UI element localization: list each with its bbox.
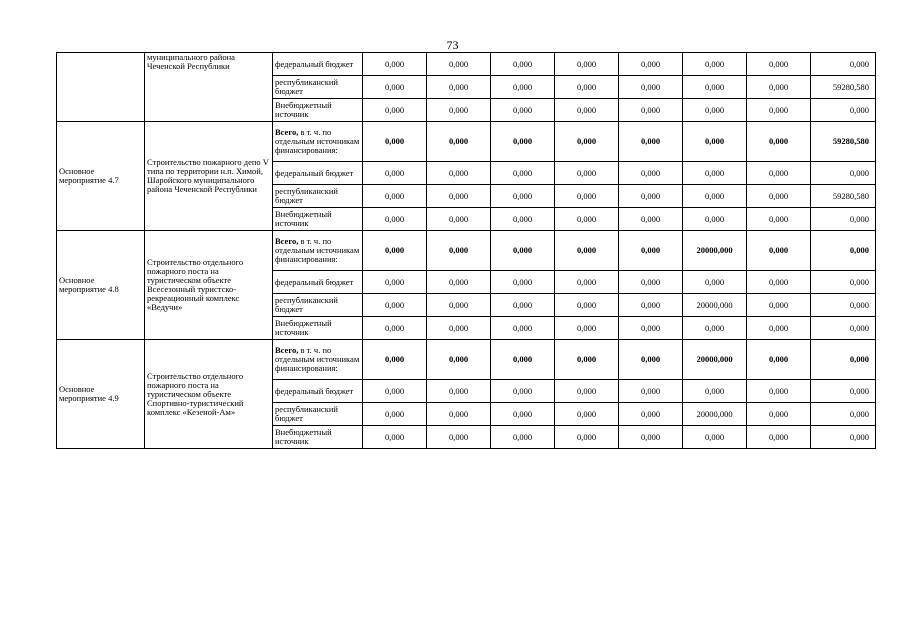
funding-source-cell bbox=[273, 162, 363, 185]
value-cell: 0,000 bbox=[811, 53, 876, 76]
table-row bbox=[57, 122, 876, 162]
funding-table bbox=[56, 52, 876, 449]
funding-source-label: республиканский бюджет bbox=[275, 186, 338, 205]
value-cell: 0,000 bbox=[683, 76, 747, 99]
value-cell: 0,000 bbox=[683, 426, 747, 449]
funding-source-label: федеральный бюджет bbox=[275, 385, 354, 396]
value-cell: 0,000 bbox=[619, 122, 683, 162]
value-cell: 0,000 bbox=[555, 231, 619, 271]
funding-source-label: в т. ч. по отдельным источникам финансирования: bbox=[275, 345, 360, 373]
value-cell: 0,000 bbox=[811, 231, 876, 271]
value-cell: 59280,580 bbox=[811, 185, 876, 208]
value-cell: 0,000 bbox=[555, 340, 619, 380]
value-cell: 0,000 bbox=[811, 403, 876, 426]
funding-source-cell bbox=[273, 231, 363, 271]
funding-source-label: Внебюджетный источник bbox=[275, 209, 332, 228]
value-cell: 0,000 bbox=[363, 294, 427, 317]
value-cell: 0,000 bbox=[427, 426, 491, 449]
value-cell: 0,000 bbox=[363, 403, 427, 426]
value-cell: 0,000 bbox=[619, 53, 683, 76]
value-cell: 0,000 bbox=[747, 162, 811, 185]
value-cell: 0,000 bbox=[811, 317, 876, 340]
value-cell: 0,000 bbox=[363, 317, 427, 340]
value-cell: 0,000 bbox=[427, 53, 491, 76]
value-cell: 20000,000 bbox=[683, 340, 747, 380]
value-cell: 0,000 bbox=[491, 185, 555, 208]
value-cell: 0,000 bbox=[363, 231, 427, 271]
value-cell: 0,000 bbox=[491, 53, 555, 76]
value-cell: 0,000 bbox=[619, 162, 683, 185]
value-cell: 0,000 bbox=[619, 403, 683, 426]
value-cell: 0,000 bbox=[747, 122, 811, 162]
value-cell: 0,000 bbox=[747, 380, 811, 403]
value-cell: 0,000 bbox=[747, 231, 811, 271]
value-cell: 0,000 bbox=[555, 294, 619, 317]
value-cell: 0,000 bbox=[811, 294, 876, 317]
value-cell: 0,000 bbox=[555, 185, 619, 208]
table-row bbox=[57, 340, 876, 380]
funding-source-label: Внебюджетный источник bbox=[275, 100, 332, 119]
value-cell: 0,000 bbox=[363, 340, 427, 380]
value-cell: 0,000 bbox=[747, 185, 811, 208]
value-cell: 0,000 bbox=[619, 271, 683, 294]
value-cell: 0,000 bbox=[363, 99, 427, 122]
value-cell: 0,000 bbox=[811, 426, 876, 449]
value-cell: 0,000 bbox=[555, 317, 619, 340]
main-activity-cell: Основное мероприятие 4.8 bbox=[57, 231, 145, 340]
value-cell: 0,000 bbox=[683, 122, 747, 162]
value-cell: 0,000 bbox=[427, 162, 491, 185]
value-cell: 0,000 bbox=[747, 76, 811, 99]
value-cell: 0,000 bbox=[619, 340, 683, 380]
value-cell: 0,000 bbox=[491, 122, 555, 162]
funding-source-label: республиканский бюджет bbox=[275, 77, 338, 96]
value-cell: 0,000 bbox=[811, 162, 876, 185]
funding-source-cell bbox=[273, 317, 363, 340]
value-cell: 0,000 bbox=[491, 231, 555, 271]
activity-name-cell: Строительство отдельного пожарного поста на туристическом объекте Всесезонный туристско-рекреационный комплекс «Ведучи» bbox=[145, 231, 273, 340]
total-label: Всего, bbox=[275, 236, 299, 246]
value-cell: 0,000 bbox=[491, 294, 555, 317]
value-cell: 0,000 bbox=[619, 208, 683, 231]
funding-source-cell bbox=[273, 185, 363, 208]
value-cell: 0,000 bbox=[811, 380, 876, 403]
funding-source-label: федеральный бюджет bbox=[275, 276, 354, 287]
value-cell: 20000,000 bbox=[683, 231, 747, 271]
funding-source-cell bbox=[273, 340, 363, 380]
value-cell: 0,000 bbox=[363, 122, 427, 162]
funding-source-cell bbox=[273, 271, 363, 294]
value-cell: 0,000 bbox=[363, 76, 427, 99]
value-cell: 0,000 bbox=[427, 122, 491, 162]
value-cell: 0,000 bbox=[555, 99, 619, 122]
activity-name-cell: Строительство отдельного пожарного поста на туристическом объекте Спортивно-туристический комплекс «Кезеной-Ам» bbox=[145, 340, 273, 449]
value-cell: 0,000 bbox=[555, 426, 619, 449]
funding-source-cell bbox=[273, 76, 363, 99]
funding-source-cell bbox=[273, 122, 363, 162]
value-cell: 0,000 bbox=[619, 317, 683, 340]
value-cell: 0,000 bbox=[555, 208, 619, 231]
value-cell: 0,000 bbox=[747, 208, 811, 231]
value-cell: 0,000 bbox=[363, 426, 427, 449]
value-cell: 0,000 bbox=[427, 208, 491, 231]
value-cell: 0,000 bbox=[683, 317, 747, 340]
activity-name-cell: Строительство пожарного депо V типа по территории н.п. Химой, Шаройского муниципального района Чеченской Республики bbox=[145, 122, 273, 231]
value-cell: 20000,000 bbox=[683, 403, 747, 426]
table-row bbox=[57, 231, 876, 271]
value-cell: 0,000 bbox=[427, 99, 491, 122]
value-cell: 0,000 bbox=[683, 99, 747, 122]
funding-source-cell bbox=[273, 426, 363, 449]
value-cell: 0,000 bbox=[747, 53, 811, 76]
value-cell: 0,000 bbox=[747, 294, 811, 317]
value-cell: 0,000 bbox=[427, 185, 491, 208]
value-cell: 0,000 bbox=[363, 271, 427, 294]
value-cell: 0,000 bbox=[427, 294, 491, 317]
total-label: Всего, bbox=[275, 127, 299, 137]
value-cell: 0,000 bbox=[619, 99, 683, 122]
value-cell: 0,000 bbox=[747, 317, 811, 340]
value-cell: 0,000 bbox=[683, 271, 747, 294]
value-cell: 0,000 bbox=[555, 403, 619, 426]
funding-source-cell bbox=[273, 53, 363, 76]
value-cell: 0,000 bbox=[747, 403, 811, 426]
value-cell: 0,000 bbox=[363, 53, 427, 76]
table-row bbox=[57, 53, 876, 76]
funding-source-cell bbox=[273, 208, 363, 231]
value-cell: 0,000 bbox=[491, 403, 555, 426]
value-cell: 0,000 bbox=[491, 340, 555, 380]
value-cell: 0,000 bbox=[747, 340, 811, 380]
value-cell: 0,000 bbox=[427, 403, 491, 426]
value-cell: 0,000 bbox=[427, 340, 491, 380]
funding-source-label: Внебюджетный источник bbox=[275, 427, 332, 446]
value-cell: 0,000 bbox=[491, 76, 555, 99]
value-cell: 0,000 bbox=[619, 294, 683, 317]
value-cell: 0,000 bbox=[619, 426, 683, 449]
funding-source-label: федеральный бюджет bbox=[275, 167, 354, 178]
funding-source-cell bbox=[273, 380, 363, 403]
funding-source-label: республиканский бюджет bbox=[275, 295, 338, 314]
value-cell: 0,000 bbox=[427, 317, 491, 340]
value-cell: 0,000 bbox=[811, 340, 876, 380]
value-cell: 0,000 bbox=[811, 208, 876, 231]
value-cell: 0,000 bbox=[811, 271, 876, 294]
value-cell: 0,000 bbox=[683, 208, 747, 231]
funding-source-label: федеральный бюджет bbox=[275, 58, 354, 69]
value-cell: 0,000 bbox=[491, 162, 555, 185]
value-cell: 0,000 bbox=[427, 271, 491, 294]
funding-source-label: республиканский бюджет bbox=[275, 404, 338, 423]
main-activity-cell bbox=[57, 53, 145, 122]
value-cell: 0,000 bbox=[747, 99, 811, 122]
value-cell: 0,000 bbox=[427, 380, 491, 403]
value-cell: 0,000 bbox=[619, 231, 683, 271]
funding-source-label: в т. ч. по отдельным источникам финансирования: bbox=[275, 127, 360, 155]
value-cell: 0,000 bbox=[811, 99, 876, 122]
value-cell: 0,000 bbox=[363, 185, 427, 208]
funding-source-label: Внебюджетный источник bbox=[275, 318, 332, 337]
value-cell: 0,000 bbox=[747, 271, 811, 294]
value-cell: 0,000 bbox=[555, 380, 619, 403]
value-cell: 59280,580 bbox=[811, 76, 876, 99]
value-cell: 0,000 bbox=[491, 99, 555, 122]
total-label: Всего, bbox=[275, 345, 299, 355]
value-cell: 0,000 bbox=[683, 162, 747, 185]
value-cell: 0,000 bbox=[619, 185, 683, 208]
funding-source-cell bbox=[273, 294, 363, 317]
value-cell: 0,000 bbox=[683, 380, 747, 403]
value-cell: 0,000 bbox=[555, 271, 619, 294]
value-cell: 0,000 bbox=[619, 76, 683, 99]
value-cell: 0,000 bbox=[363, 162, 427, 185]
value-cell: 0,000 bbox=[683, 185, 747, 208]
value-cell: 0,000 bbox=[363, 380, 427, 403]
value-cell: 0,000 bbox=[427, 231, 491, 271]
value-cell: 0,000 bbox=[555, 53, 619, 76]
value-cell: 0,000 bbox=[491, 208, 555, 231]
value-cell: 20000,000 bbox=[683, 294, 747, 317]
value-cell: 0,000 bbox=[363, 208, 427, 231]
main-activity-cell: Основное мероприятие 4.9 bbox=[57, 340, 145, 449]
funding-source-cell bbox=[273, 99, 363, 122]
value-cell: 0,000 bbox=[491, 317, 555, 340]
page-number: 73 bbox=[446, 38, 459, 52]
activity-name-cell: муниципального района Чеченской Республики bbox=[145, 53, 273, 122]
value-cell: 0,000 bbox=[491, 426, 555, 449]
value-cell: 0,000 bbox=[555, 76, 619, 99]
value-cell: 0,000 bbox=[555, 162, 619, 185]
value-cell: 0,000 bbox=[683, 53, 747, 76]
funding-source-label: в т. ч. по отдельным источникам финансирования: bbox=[275, 236, 360, 264]
main-activity-cell: Основное мероприятие 4.7 bbox=[57, 122, 145, 231]
value-cell: 0,000 bbox=[747, 426, 811, 449]
funding-source-cell bbox=[273, 403, 363, 426]
value-cell: 0,000 bbox=[427, 76, 491, 99]
value-cell: 0,000 bbox=[491, 271, 555, 294]
value-cell: 0,000 bbox=[555, 122, 619, 162]
value-cell: 0,000 bbox=[491, 380, 555, 403]
value-cell: 0,000 bbox=[619, 380, 683, 403]
value-cell: 59280,580 bbox=[811, 122, 876, 162]
